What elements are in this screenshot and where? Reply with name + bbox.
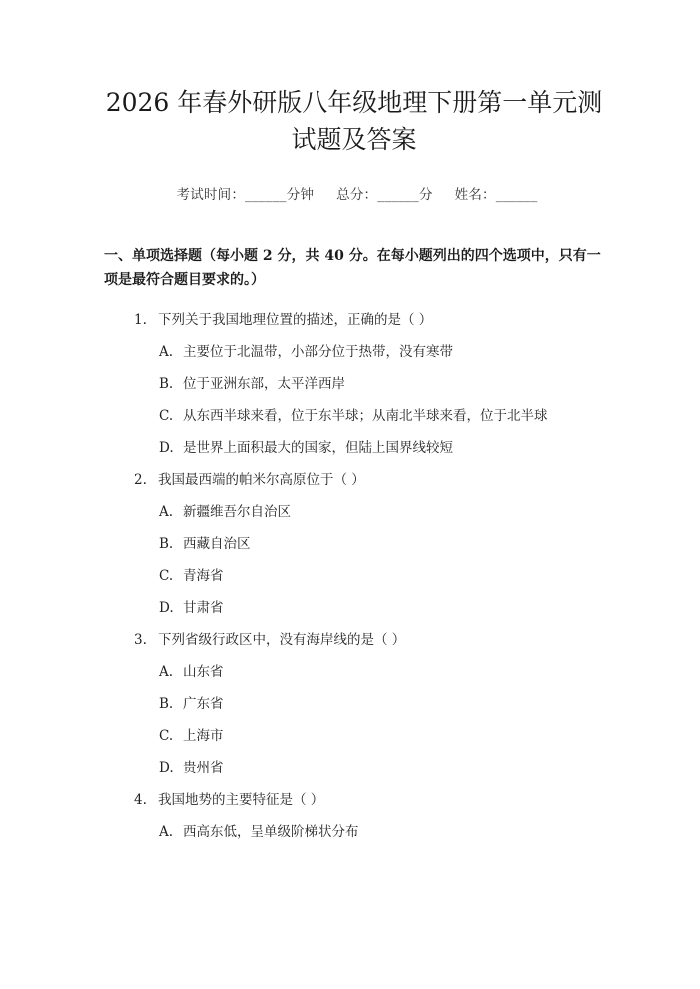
question-text: 我国最西端的帕米尔高原位于（ ） [158, 472, 365, 488]
option-b [104, 368, 604, 400]
question-stem [104, 784, 604, 816]
option-letter: A. [159, 344, 174, 360]
option-text: 是世界上面积最大的国家，但陆上国界线较短 [183, 440, 453, 456]
option-letter: C. [159, 728, 174, 744]
option-letter: C. [159, 568, 174, 584]
option-letter: C. [159, 408, 174, 424]
question-1 [104, 304, 604, 464]
option-d [104, 432, 604, 464]
exam-time-field: 考试时间：______分钟 [176, 187, 315, 203]
document-title [104, 84, 604, 158]
option-c [104, 400, 604, 432]
option-a [104, 816, 604, 848]
question-stem [104, 464, 604, 496]
option-b [104, 528, 604, 560]
option-letter: A. [159, 664, 174, 680]
option-letter: B. [159, 536, 174, 552]
option-c [104, 720, 604, 752]
option-text: 新疆维吾尔自治区 [183, 504, 291, 520]
option-text: 上海市 [183, 728, 224, 744]
option-c [104, 560, 604, 592]
option-d [104, 592, 604, 624]
question-text: 下列省级行政区中，没有海岸线的是（ ） [158, 632, 406, 648]
option-b [104, 688, 604, 720]
question-number: 1. [134, 312, 147, 328]
exam-meta [104, 183, 604, 203]
option-text: 广东省 [183, 696, 224, 712]
question-number: 2. [134, 472, 147, 488]
option-letter: D. [159, 760, 174, 776]
option-text: 位于亚洲东部，太平洋西岸 [183, 376, 345, 392]
question-stem [104, 624, 604, 656]
question-text: 下列关于我国地理位置的描述，正确的是（ ） [158, 312, 433, 328]
question-2 [104, 464, 604, 624]
title-line-2: 试题及答案 [291, 125, 417, 154]
section-heading: 一、单项选择题（每小题 2 分，共 40 分。在每小题列出的四个选项中，只有一项是最符合题目要求的。） [104, 248, 601, 288]
option-letter: D. [159, 440, 174, 456]
question-list [104, 304, 604, 848]
option-a [104, 656, 604, 688]
option-text: 西藏自治区 [183, 536, 251, 552]
option-a [104, 496, 604, 528]
total-score-field: 总分：______分 [336, 187, 433, 203]
question-stem [104, 304, 604, 336]
option-a [104, 336, 604, 368]
question-3 [104, 624, 604, 784]
question-number: 4. [134, 792, 147, 808]
question-number: 3. [134, 632, 147, 648]
question-text: 我国地势的主要特征是（ ） [158, 792, 325, 808]
option-letter: B. [159, 696, 174, 712]
option-text: 山东省 [183, 664, 224, 680]
option-text: 主要位于北温带，小部分位于热带，没有寒带 [183, 344, 453, 360]
question-4 [104, 784, 604, 848]
option-text: 青海省 [183, 568, 224, 584]
option-text: 从东西半球来看，位于东半球；从南北半球来看，位于北半球 [183, 408, 548, 424]
title-line-1: 2026 年春外研版八年级地理下册第一单元测 [105, 88, 603, 117]
option-text: 贵州省 [183, 760, 224, 776]
option-letter: B. [159, 376, 174, 392]
option-text: 西高东低，呈单级阶梯状分布 [183, 824, 359, 840]
option-letter: A. [159, 504, 174, 520]
document-page [0, 84, 700, 989]
option-d [104, 752, 604, 784]
option-letter: A. [159, 824, 174, 840]
student-name-field: 姓名：______ [454, 187, 538, 203]
option-text: 甘肃省 [183, 600, 224, 616]
option-letter: D. [159, 600, 174, 616]
